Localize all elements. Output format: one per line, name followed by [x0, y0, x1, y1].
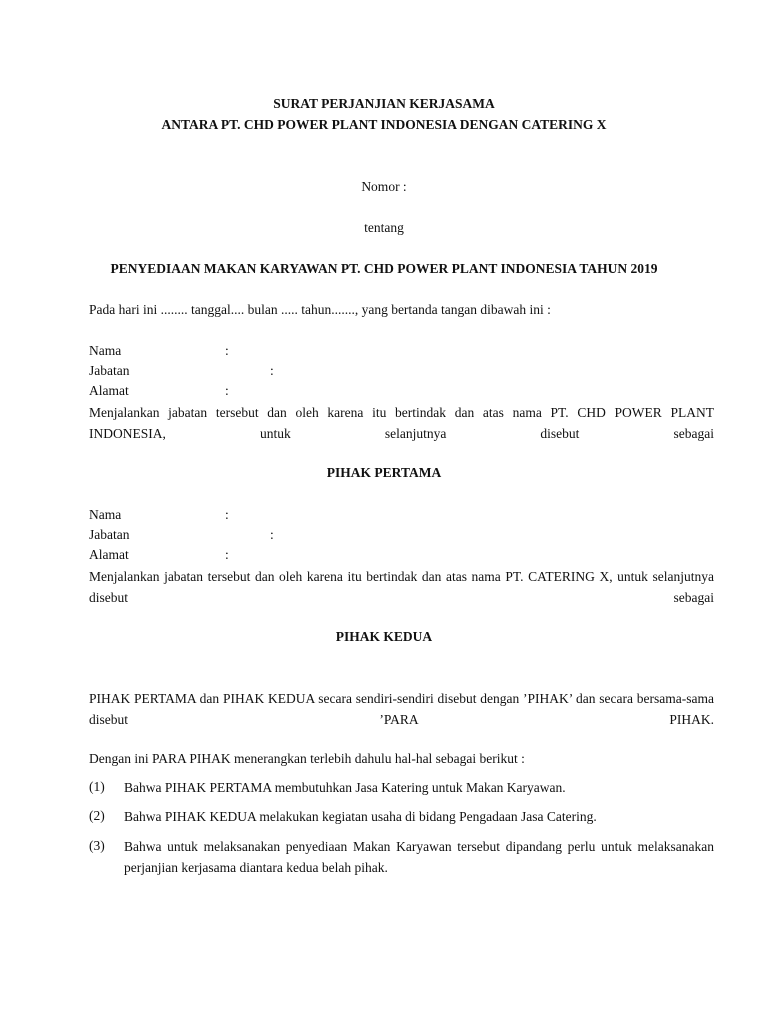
list-item-3-number: (3) — [89, 838, 105, 853]
party1-jabatan-colon: : — [270, 363, 274, 378]
party2-alamat-label: Alamat — [89, 547, 129, 562]
tentang-label: tentang — [364, 220, 404, 235]
party2-nama-label: Nama — [89, 507, 122, 522]
title-line-2: ANTARA PT. CHD POWER PLANT INDONESIA DENGAN CATERING X — [161, 117, 607, 132]
party1-nama-label: Nama — [89, 343, 122, 358]
list-intro: Dengan ini PARA PIHAK menerangkan terlebih dahulu hal-hal sebagai berikut : — [89, 751, 525, 766]
list-item-1-number: (1) — [89, 779, 105, 794]
list-item-3-text: Bahwa untuk melaksanakan penyediaan Makan Karyawan tersebut dipandang perlu untuk melaksanakan perjanjian kerjasama diantara kedua belah pihak. — [124, 839, 714, 875]
party2-jabatan-colon: : — [270, 527, 274, 542]
list-item-1-text: Bahwa PIHAK PERTAMA membutuhkan Jasa Katering untuk Makan Karyawan. — [124, 780, 566, 795]
pihak-kedua-heading: PIHAK KEDUA — [335, 629, 433, 644]
definition-paragraph: PIHAK PERTAMA dan PIHAK KEDUA secara sendiri-sendiri disebut dengan ’PIHAK’ dan secara bersama-sama disebut ’PARA PIHAK. — [89, 691, 714, 727]
party2-nama-colon: : — [225, 507, 229, 522]
nomor-label: Nomor : — [361, 179, 407, 194]
party2-jabatan-label: Jabatan — [89, 527, 130, 542]
party1-description: Menjalankan jabatan tersebut dan oleh karena itu bertindak dan atas nama PT. CHD POWER PLANT INDONESIA, untuk selanjutnya disebut sebagai — [89, 405, 714, 441]
party1-alamat-label: Alamat — [89, 383, 129, 398]
opening-paragraph: Pada hari ini ........ tanggal.... bulan ..... tahun......., yang bertanda tangan dibawah ini : — [89, 302, 551, 317]
title-line-1: SURAT PERJANJIAN KERJASAMA — [273, 96, 495, 111]
party1-nama-colon: : — [225, 343, 229, 358]
party2-alamat-colon: : — [225, 547, 229, 562]
pihak-pertama-heading: PIHAK PERTAMA — [326, 465, 442, 480]
list-item-2-number: (2) — [89, 808, 105, 823]
party1-jabatan-label: Jabatan — [89, 363, 130, 378]
party2-description: Menjalankan jabatan tersebut dan oleh karena itu bertindak dan atas nama PT. CATERING X, untuk selanjutnya disebut sebagai — [89, 569, 714, 605]
subject-heading: PENYEDIAAN MAKAN KARYAWAN PT. CHD POWER PLANT INDONESIA TAHUN 2019 — [110, 261, 658, 276]
list-item-2-text: Bahwa PIHAK KEDUA melakukan kegiatan usaha di bidang Pengadaan Jasa Catering. — [124, 809, 597, 824]
party1-alamat-colon: : — [225, 383, 229, 398]
